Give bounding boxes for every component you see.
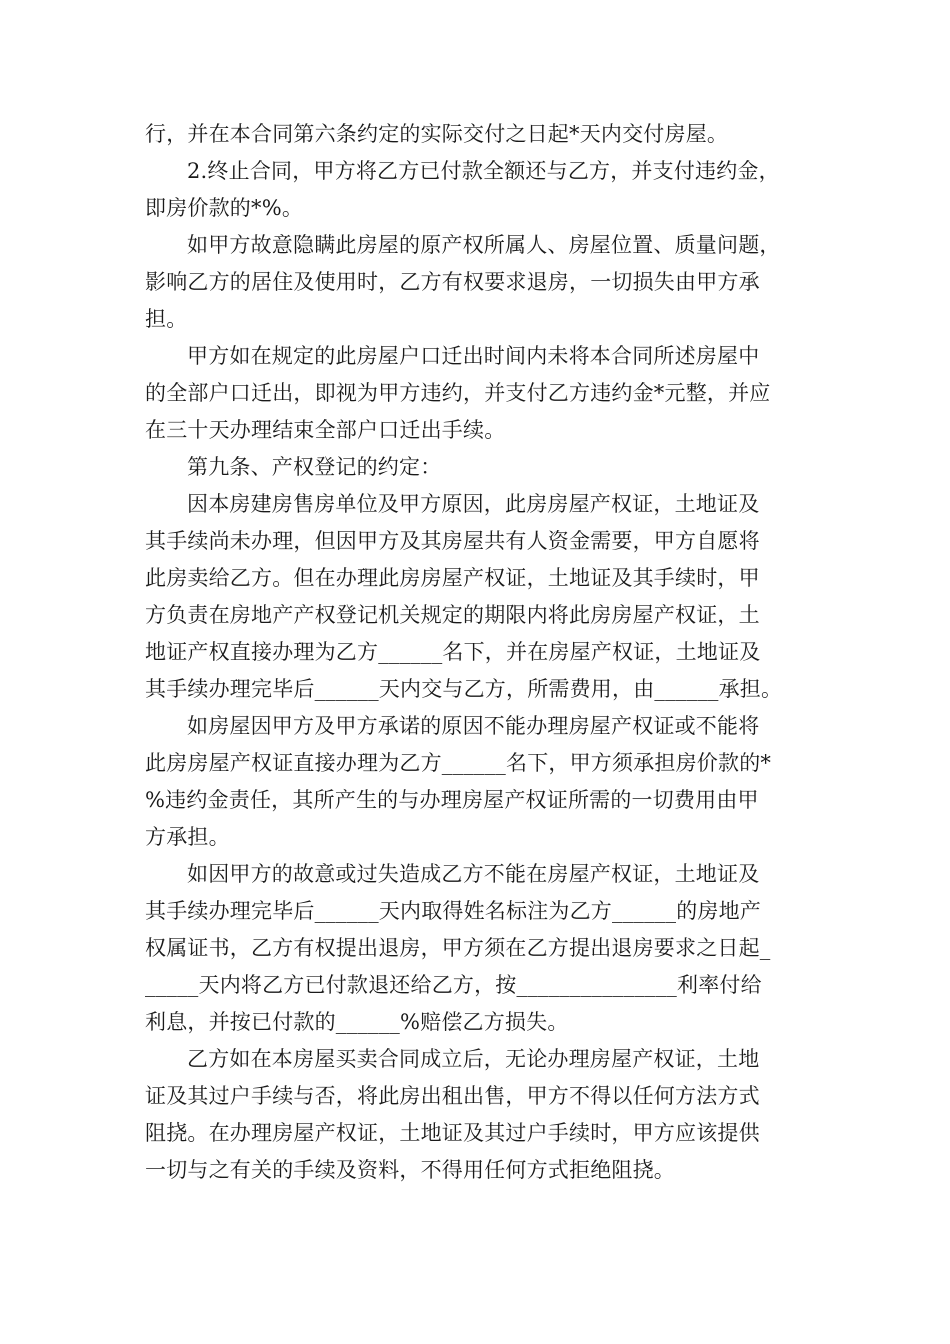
document-line: 如甲方故意隐瞒此房屋的原产权所属人、房屋位置、质量问题， [187, 233, 781, 257]
document-line: 方负责在房地产产权登记机关规定的期限内将此房房屋产权证，土 [145, 603, 760, 627]
document-line: 此房卖给乙方。但在办理此房房屋产权证，土地证及其手续时，甲 [145, 566, 760, 590]
document-line: 其手续办理完毕后______天内交与乙方，所需费用，由______承担。 [145, 677, 783, 701]
document-line: 影响乙方的居住及使用时，乙方有权要求退房，一切损失由甲方承 [145, 270, 760, 294]
document-line: 权属证书，乙方有权提出退房，甲方须在乙方提出退房要求之日起_ [145, 936, 771, 960]
document-line: 地证产权直接办理为乙方______名下，并在房屋产权证，土地证及 [145, 640, 761, 664]
document-line: 如房屋因甲方及甲方承诺的原因不能办理房屋产权证或不能将 [187, 714, 760, 738]
document-line: 第九条、产权登记的约定： [187, 455, 442, 479]
document-line: 在三十天办理结束全部户口迁出手续。 [145, 418, 506, 442]
document-line: 证及其过户手续与否，将此房出租出售，甲方不得以任何方法方式 [145, 1084, 760, 1108]
document-page [145, 116, 810, 1189]
document-line: 即房价款的*%。 [145, 196, 304, 220]
document-line: 方承担。 [145, 825, 230, 849]
document-line: 如因甲方的故意或过失造成乙方不能在房屋产权证，土地证及 [187, 862, 760, 886]
document-line: 甲方如在规定的此房屋户口迁出时间内未将本合同所述房屋中 [187, 344, 760, 368]
document-line: 担。 [145, 307, 188, 331]
document-line: 阻挠。在办理房屋产权证，土地证及其过户手续时，甲方应该提供 [145, 1121, 760, 1145]
document-line: 的全部户口迁出，即视为甲方违约，并支付乙方违约金*元整，并应 [145, 381, 771, 405]
document-line: 其手续办理完毕后______天内取得姓名标注为乙方______的房地产 [145, 899, 761, 923]
document-line: 其手续尚未办理，但因甲方及其房屋共有人资金需要，甲方自愿将 [145, 529, 760, 553]
document-line: %违约金责任，其所产生的与办理房屋产权证所需的一切费用由甲 [145, 788, 759, 812]
document-line: 一切与之有关的手续及资料，不得用任何方式拒绝阻挠。 [145, 1158, 675, 1182]
document-line: _____天内将乙方已付款退还给乙方，按_______________利率付给 [145, 973, 762, 997]
document-line: 利息，并按已付款的______%赔偿乙方损失。 [145, 1010, 569, 1034]
document-line: 2.终止合同，甲方将乙方已付款全额还与乙方，并支付违约金， [187, 159, 780, 183]
document-line: 因本房建房售房单位及甲方原因，此房房屋产权证，土地证及 [187, 492, 760, 516]
document-line: 行，并在本合同第六条约定的实际交付之日起*天内交付房屋。 [145, 122, 729, 146]
document-line: 乙方如在本房屋买卖合同成立后，无论办理房屋产权证，土地 [187, 1047, 760, 1071]
document-line: 此房房屋产权证直接办理为乙方______名下，甲方须承担房价款的* [145, 751, 772, 775]
